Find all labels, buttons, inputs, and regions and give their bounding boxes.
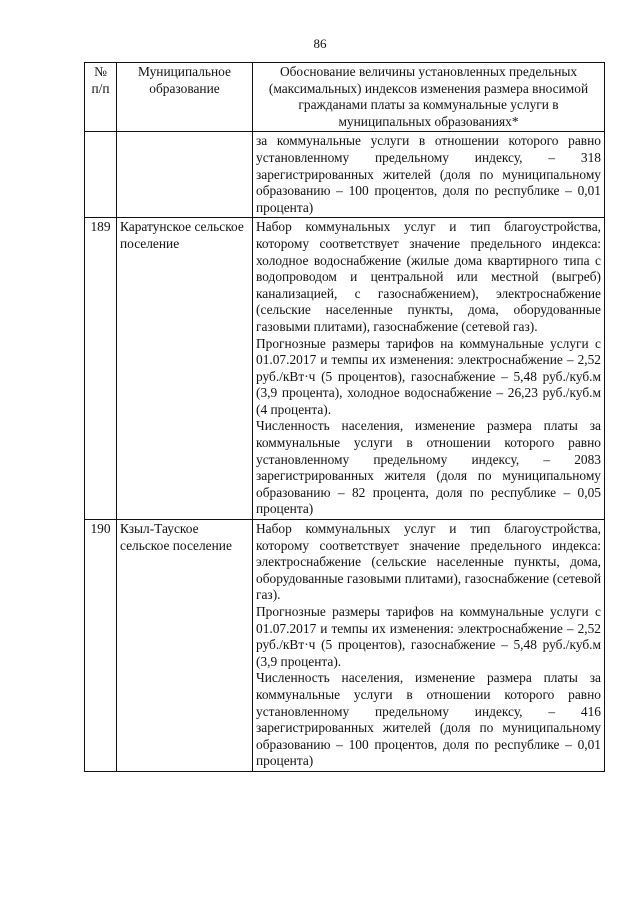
header-num: № п/п [85, 63, 117, 132]
row-number [85, 132, 117, 218]
justification-paragraph: Набор коммунальных услуг и тип благоустройства, которому соответствует значение предельного индекса: электроснабжение (сельские населенные пункты, дома, оборудованные газовыми плитами), газоснабжение (сетевой газ). [256, 521, 601, 603]
header-justification: Обоснование величины установленных предельных (максимальных) индексов изменения размера вносимой гражданами платы за коммунальные услуги в муниципальных образованиях* [253, 63, 605, 132]
row-number: 189 [85, 218, 117, 520]
page-number: 86 [313, 36, 327, 51]
row-municipality [117, 132, 253, 218]
row-municipality: Кзыл-Тауское сельское поселение [117, 520, 253, 772]
justification-paragraph: Численность населения, изменение размера платы за коммунальные услуги в отношении которого равно установленному предельному индексу, – 416 зарегистрированных жителей (доля по муниципальному образованию – 100 процентов, доля по республике – 0,01 процента) [256, 670, 601, 769]
justification-paragraph: Набор коммунальных услуг и тип благоустройства, которому соответствует значение предельного индекса: холодное водоснабжение (жилые дома квартирного типа с водопроводом и центральной или местной (выгреб) канализацией, с газоснабжением), электроснабжение (сельские населенные пункты, дома, оборудованные газовыми плитами), газоснабжение (сетевой газ). [256, 219, 601, 334]
justification-paragraph: Прогнозные размеры тарифов на коммунальные услуги с 01.07.2017 и темпы их изменения: электроснабжение – 2,52 руб./кВт·ч (5 процентов), газоснабжение – 5,48 руб./куб.м (3,9 процента). [256, 604, 601, 669]
row-number: 190 [85, 520, 117, 772]
table-header-row [85, 63, 605, 132]
row-justification [253, 218, 605, 520]
header-municipality: Муниципальное образование [117, 63, 253, 132]
table-row [85, 132, 605, 218]
table-row [85, 218, 605, 520]
row-justification [253, 132, 605, 218]
justification-paragraph: за коммунальные услуги в отношении которого равно установленному предельному индексу, – 318 зарегистрированных жителей (доля по муниципальному образованию – 100 процентов, доля по республике – 0,01 процента) [256, 133, 601, 215]
table-row [85, 520, 605, 772]
justification-paragraph: Численность населения, изменение размера платы за коммунальные услуги в отношении которого равно установленному предельному индексу, – 2083 зарегистрированных жителя (доля по муниципальному образованию – 82 процента, доля по республике – 0,05 процента) [256, 418, 601, 517]
tariff-index-table [84, 62, 605, 772]
row-municipality: Каратунское сельское поселение [117, 218, 253, 520]
justification-paragraph: Прогнозные размеры тарифов на коммунальные услуги с 01.07.2017 и темпы их изменения: электроснабжение – 2,52 руб./кВт·ч (5 процентов), газоснабжение – 5,48 руб./куб.м (3,9 процента), холодное водоснабжение – 26,23 руб./куб.м (4 процента). [256, 335, 601, 417]
row-justification [253, 520, 605, 772]
